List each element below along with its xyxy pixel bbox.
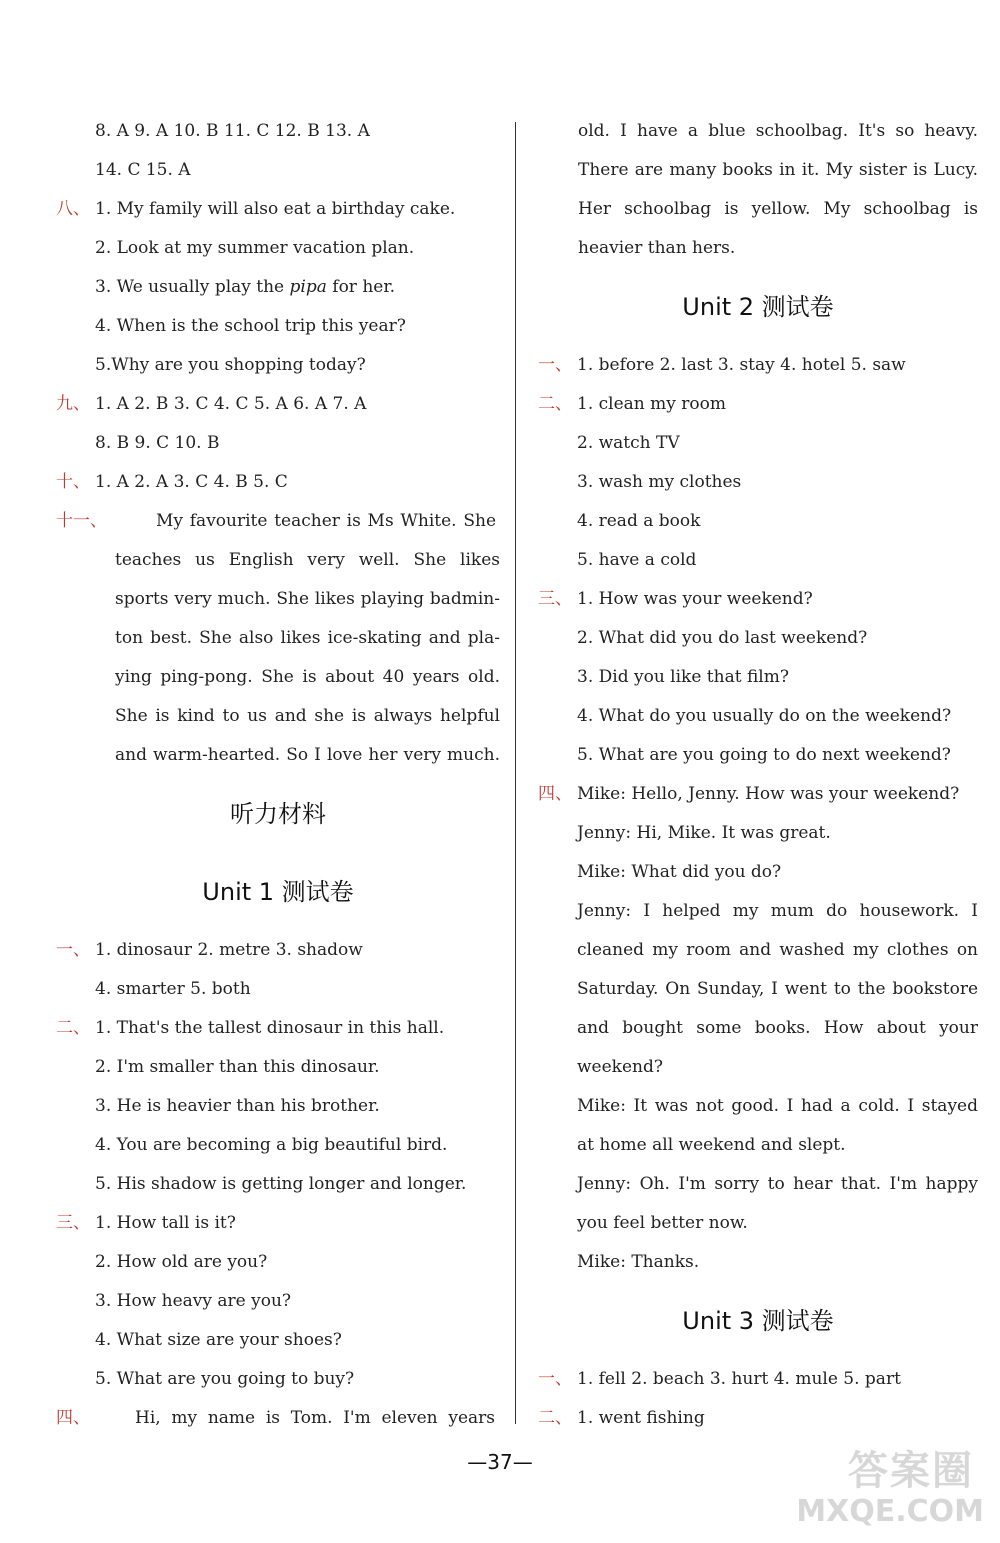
answer-line [538, 619, 978, 658]
answer-text: 1. A 2. A 3. C 4. B 5. C [95, 472, 288, 492]
paragraph-line: Her schoolbag is yellow. My schoolbag is [578, 199, 978, 219]
answer-line [56, 970, 500, 1009]
answer-line [56, 424, 500, 463]
answer-line [538, 463, 978, 502]
heading-listening: 听力材料 [230, 800, 326, 828]
answer-text: 1. fell 2. beach 3. hurt 4. mule 5. part [577, 1369, 901, 1389]
u2-section-1-line [538, 346, 978, 385]
section-marker: 二、 [56, 1018, 90, 1038]
answer-text: 5. What are you going to do next weekend? [577, 745, 951, 765]
section-marker: 四、 [538, 784, 572, 804]
page-number: —37— [467, 1450, 533, 1474]
answer-line [56, 307, 500, 346]
u1-section-3-line [56, 1204, 500, 1243]
answer-text: 3. We usually play the [95, 277, 290, 297]
answer-text: 4. When is the school trip this year? [95, 316, 406, 336]
answer-line [56, 1360, 500, 1399]
u1-section-1-line [56, 931, 500, 970]
answer-text: 5.Why are you shopping today? [95, 355, 366, 375]
dialogue-line: cleaned my room and washed my clothes on [577, 940, 978, 960]
answer-text: 5. have a cold [577, 550, 697, 570]
italic-word: pipa [289, 277, 327, 297]
watermark-logo [796, 1439, 984, 1529]
paragraph-line: My favourite teacher is Ms White. She [156, 511, 496, 531]
answer-text: 1. How was your weekend? [577, 589, 813, 609]
answer-text: 1. A 2. B 3. C 4. C 5. A 6. A 7. A [95, 394, 367, 414]
section-10-line [56, 463, 500, 502]
dialogue-line: Jenny: Oh. I'm sorry to hear that. I'm happy [577, 1174, 978, 1194]
answer-text: 14. C 15. A [95, 160, 191, 180]
answer-text: 2. watch TV [577, 433, 680, 453]
u3-section-1-line [538, 1360, 978, 1399]
dialogue-line: weekend? [577, 1057, 663, 1077]
watermark-bottom: MXQE.COM [796, 1494, 984, 1529]
answer-text: 1. dinosaur 2. metre 3. shadow [95, 940, 363, 960]
u2-section-3-line [538, 580, 978, 619]
section-marker: 四、 [56, 1408, 90, 1428]
section-marker: 一、 [538, 355, 572, 375]
dialogue-line: Mike: It was not good. I had a cold. I stayed [577, 1096, 978, 1116]
u3-section-2-line [538, 1399, 978, 1438]
answer-text: 2. I'm smaller than this dinosaur. [95, 1057, 380, 1077]
answer-line [56, 1048, 500, 1087]
paragraph-line: and warm-hearted. So I love her very much. [115, 745, 500, 765]
answer-text: 1. went fishing [577, 1408, 705, 1428]
paragraph-line: sports very much. She likes playing badmin- [115, 589, 500, 609]
u2-section-2-line [538, 385, 978, 424]
answer-text: 3. Did you like that film? [577, 667, 789, 687]
section-marker: 二、 [538, 1408, 572, 1428]
u2-section-4-line [538, 775, 978, 814]
u1-section-4-line [56, 1399, 500, 1438]
answer-text: 4. What do you usually do on the weekend? [577, 706, 952, 726]
answer-text: 3. wash my clothes [577, 472, 742, 492]
section-marker: 十一、 [56, 511, 107, 531]
watermark-top: 答案圈 [848, 1448, 974, 1494]
answer-line [56, 151, 500, 190]
answer-text: 1. That's the tallest dinosaur in this hall. [95, 1018, 445, 1038]
answer-text: 2. What did you do last weekend? [577, 628, 868, 648]
left-column [56, 112, 500, 1438]
answer-line [56, 268, 500, 307]
section-marker: 三、 [538, 589, 572, 609]
answer-line [56, 112, 500, 151]
paragraph-line: She is kind to us and she is always helpful [115, 706, 500, 726]
dialogue-line: at home all weekend and slept. [577, 1135, 846, 1155]
answer-text: for her. [326, 277, 396, 297]
answer-text: 2. How old are you? [95, 1252, 268, 1272]
section-marker: 二、 [538, 394, 572, 414]
answer-text: 4. read a book [577, 511, 701, 531]
paragraph-line: heavier than hers. [578, 238, 736, 258]
answer-line [56, 1165, 500, 1204]
paragraph-line: teaches us English very well. She likes [115, 550, 500, 570]
answer-text: 2. Look at my summer vacation plan. [95, 238, 415, 258]
dialogue-line: Mike: What did you do? [577, 862, 782, 882]
paragraph-line: Hi, my name is Tom. I'm eleven years [135, 1408, 495, 1428]
dialogue-line: Jenny: I helped my mum do housework. I [577, 901, 978, 921]
column-divider [515, 122, 516, 1424]
heading-unit3: Unit 3 测试卷 [682, 1307, 834, 1335]
answer-text: 1. How tall is it? [95, 1213, 236, 1233]
answer-line [56, 1282, 500, 1321]
answer-text: 1. clean my room [577, 394, 726, 414]
answer-line [56, 1243, 500, 1282]
answer-text: 1. before 2. last 3. stay 4. hotel 5. saw [577, 355, 906, 375]
answer-line [538, 658, 978, 697]
paragraph-line: old. I have a blue schoolbag. It's so heavy. [578, 121, 978, 141]
section-marker: 一、 [538, 1369, 572, 1389]
answer-text: 1. My family will also eat a birthday cake. [95, 199, 456, 219]
dialogue-line: Mike: Hello, Jenny. How was your weekend? [577, 784, 960, 804]
section-marker: 八、 [56, 199, 90, 219]
answer-line [56, 346, 500, 385]
answer-line [538, 424, 978, 463]
section-9-line [56, 385, 500, 424]
answer-text: 4. smarter 5. both [95, 979, 251, 999]
section-marker: 十、 [56, 472, 90, 492]
answer-line [538, 736, 978, 775]
answer-text: 4. What size are your shoes? [95, 1330, 342, 1350]
section-marker: 九、 [56, 394, 90, 414]
answer-text: 3. How heavy are you? [95, 1291, 292, 1311]
heading-unit2: Unit 2 测试卷 [682, 293, 834, 321]
dialogue-line: Mike: Thanks. [577, 1252, 700, 1272]
paragraph-line: ton best. She also likes ice-skating and pla- [115, 628, 500, 648]
section-8-line [56, 190, 500, 229]
answer-text: 5. His shadow is getting longer and longer. [95, 1174, 467, 1194]
answer-line [56, 1321, 500, 1360]
answer-line [538, 697, 978, 736]
answer-text: 3. He is heavier than his brother. [95, 1096, 380, 1116]
section-marker: 三、 [56, 1213, 90, 1233]
u1-section-2-line [56, 1009, 500, 1048]
answer-line [56, 1126, 500, 1165]
heading-unit1: Unit 1 测试卷 [202, 878, 354, 906]
section-11-line [56, 502, 500, 541]
right-column [538, 112, 978, 1438]
section-marker: 一、 [56, 940, 90, 960]
paragraph-line: ying ping-pong. She is about 40 years old. [115, 667, 500, 687]
answer-text: 5. What are you going to buy? [95, 1369, 355, 1389]
dialogue-line: Jenny: Hi, Mike. It was great. [577, 823, 831, 843]
answer-text: 8. B 9. C 10. B [95, 433, 220, 453]
paragraph-line: There are many books in it. My sister is Lucy. [578, 160, 978, 180]
dialogue-line: you feel better now. [577, 1213, 748, 1233]
answer-text: 4. You are becoming a big beautiful bird. [95, 1135, 448, 1155]
answer-line [538, 502, 978, 541]
answer-line [56, 1087, 500, 1126]
dialogue-line: Saturday. On Sunday, I went to the bookstore [577, 979, 978, 999]
answer-line [56, 229, 500, 268]
dialogue-line: and bought some books. How about your [577, 1018, 978, 1038]
answer-text: 8. A 9. A 10. B 11. C 12. B 13. A [95, 121, 370, 141]
answer-line [538, 541, 978, 580]
